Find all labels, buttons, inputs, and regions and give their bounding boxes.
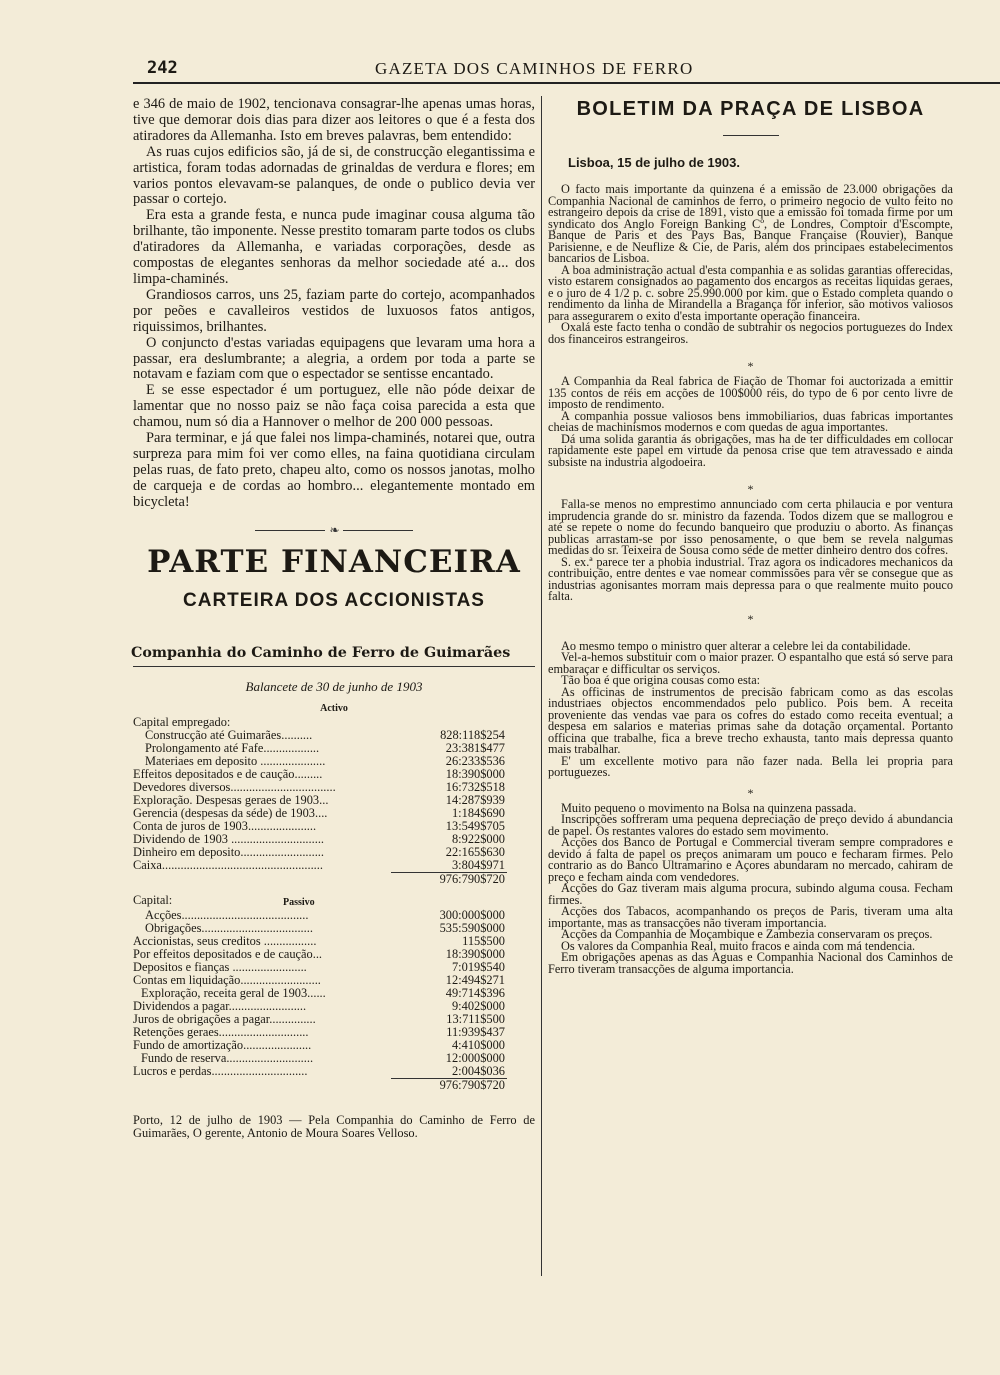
balance-row xyxy=(133,859,535,872)
row-label: Obrigações.................................... xyxy=(145,920,313,935)
activo-rows xyxy=(133,729,535,872)
row-label: Retenções geraes............................. xyxy=(133,1024,309,1039)
balance-row xyxy=(133,742,535,755)
balance-row xyxy=(133,820,535,833)
article-continuation xyxy=(133,97,535,511)
row-label: Dividendo de 1903 .............................. xyxy=(133,831,325,846)
balance-row xyxy=(133,909,535,922)
row-label: Effeitos depositados e de caução......... xyxy=(133,766,323,781)
column-divider xyxy=(541,96,542,1276)
balance-row xyxy=(133,807,535,820)
paragraph: As ruas cujos edificios são, já de si, de construcção elegantissima e artistica, foram todas adornadas de grinaldas de verdura e flores; em varios pontos elevavam-se palanques, de onde o publico devia ver passar o cortejo. xyxy=(133,143,535,208)
paragraph: A boa administração actual d'esta companhia e as solidas garantias offerecidas, visto estarem consignados ao pagamento dos encargos as receitas liquidas geraes, e o juro de 4 1/2 p. c. sobre 25.990.000 por kim. que o Estado completa quando o rendimento da linha de Mirandella a Bragança fôr inferior, são motivos valiosos para assegurarem o exito d'esta importante operação financeira. xyxy=(548,262,953,323)
signature: Porto, 12 de julho de 1903 — Pela Companhia do Caminho de Ferro de Guimarães, O gerente, Antonio de Moura Soares Velloso. xyxy=(133,1112,535,1140)
row-value: 8:922$000 xyxy=(451,831,505,846)
passivo-total-row xyxy=(133,1078,535,1092)
paragraph: Muito pequeno o movimento na Bolsa na quinzena passada. xyxy=(561,800,857,815)
paragraph: Para terminar, e já que falei nos limpa-chaminés, notarei que, outra surpreza para mim foi ver como elles, na faina quotidiana circulam pelas ruas, de fato preto, chapeu alto, como os nossos janotas, molho de carqueja e de cordas ao hombro... elegantemente montado em bicycleta! xyxy=(133,430,535,510)
balance-row xyxy=(133,1052,535,1065)
paragraph: S. ex.ª parece ter a phobia industrial. Traz agora os indicadores mechanicos da contribuição, entre dentes e vae nomear commissões para vêr se consegue que as industrias agonisantes morram mais depressa para o que realmente muito pouco falta. xyxy=(548,554,953,603)
row-label: Dinheiro em deposito........................... xyxy=(133,844,325,859)
separator-star: * xyxy=(747,359,754,373)
balance-row xyxy=(133,755,535,768)
separator-star: * xyxy=(747,785,754,800)
section-title: PARTE FINANCEIRA xyxy=(147,543,521,580)
balance-row xyxy=(133,1065,535,1078)
row-value: 115$500 xyxy=(462,933,505,948)
row-value: 49:714$396 xyxy=(445,985,505,1000)
paragraph: A companhia possue valiosos bens immobiliarios, duas fabricas importantes cheias de machinismos modernos e com quedas de agua importantes. xyxy=(548,408,953,434)
paragraph: E se esse espectador é um portuguez, elle não póde deixar de lamentar que no nosso paiz se não faça coisa parecida a esta que chamou, num só dia a Hannover o melhor de 200 000 pessoas. xyxy=(133,382,535,431)
balance-row xyxy=(133,1026,535,1039)
row-value: 14:287$939 xyxy=(445,792,505,807)
row-value: 535:590$000 xyxy=(439,920,505,935)
balance-table xyxy=(133,716,535,1092)
separator-star: * xyxy=(747,611,754,626)
paragraph: Inscripções soffreram uma pequena depreciação de preço devido á abundancia de papel. Os restantes valores do estado sem movimento. xyxy=(548,812,953,838)
row-label: Dividendos a pagar......................... xyxy=(133,998,307,1013)
activo-total: 976:790$720 xyxy=(439,871,505,886)
passivo-header xyxy=(133,894,535,909)
title-rule xyxy=(133,666,535,667)
balance-row xyxy=(133,794,535,807)
separator-star: * xyxy=(747,482,754,496)
title-rule xyxy=(723,135,779,136)
company-title: Companhia do Caminho de Ferro de Guimarães xyxy=(131,644,511,661)
news-block-4 xyxy=(548,638,953,779)
passivo-rows xyxy=(133,909,535,1078)
balance-row xyxy=(133,833,535,846)
activo-total-row xyxy=(133,872,535,886)
row-value: 828:118$254 xyxy=(440,727,505,742)
row-label: Fundo de amortização...................... xyxy=(133,1037,312,1052)
row-value: 300:000$000 xyxy=(439,907,505,922)
passivo-total: 976:790$720 xyxy=(439,1077,505,1092)
row-value: 9:402$000 xyxy=(451,998,505,1013)
row-value: 26:233$536 xyxy=(445,753,505,768)
row-value: 2:004$036 xyxy=(451,1063,505,1078)
paragraph: Em obrigações apenas as das Aguas e Companhia Nacional dos Caminhos de Ferro tiveram transacções de alguma importancia. xyxy=(548,950,953,976)
row-label: Materiaes em deposito ..................... xyxy=(145,753,326,768)
page-number: 242 xyxy=(147,58,178,78)
news-block-2 xyxy=(548,376,953,468)
row-value: 18:390$000 xyxy=(445,766,505,781)
row-value: 13:711$500 xyxy=(446,1011,505,1026)
paragraph: Era esta a grande festa, e nunca pude imaginar cousa alguma tão brilhante, tão imponente. Nesse prestito tomaram parte todos os clubs d'atiradores da Allemanha, e variadas corporações, desde as compostas de elegantes senhoras da melhor sociedade até a... dos limpa-chaminés. xyxy=(133,207,535,287)
paragraph: Falla-se menos no emprestimo annunciado com certa philaucia e por ventura imprudencia grande do sr. ministro da fazenda. Todos dizem que se mallogrou e até se repete o nome do fecundo banqueiro que produziu o aborto. As finanças publicas arrastam-se por isso penosamente, o que bem se revela nalgumas medidas do sr. Teixeira de Sousa como séde de metter dinheiro dentro dos cofres. xyxy=(548,497,953,557)
news-block-5 xyxy=(548,800,953,976)
row-value: 16:732$518 xyxy=(445,779,505,794)
section-subtitle: CARTEIRA DOS ACCIONISTAS xyxy=(183,589,485,611)
row-label: Devedores diversos.................................. xyxy=(133,779,336,794)
paragraph: Vel-a-hemos substituir com o maior prazer. O espantalho que está só serve para embaraçar e difficultar os serviços. xyxy=(548,650,953,676)
balance-row xyxy=(133,935,535,948)
balance-row xyxy=(133,729,535,742)
balance-row xyxy=(133,961,535,974)
balance-title: Balancete de 30 de junho de 1903 xyxy=(245,678,423,694)
balance-row xyxy=(133,768,535,781)
balance-row xyxy=(133,846,535,859)
paragraph: O conjuncto d'estas variadas equipagens que levaram uma hora a passar, era deslumbrante; a alegria, a ordem por toda a parte se notavam e faziam com que o espectador se sentisse encantado. xyxy=(133,334,535,383)
paragraph: Acções da Companhia de Moçambique e Zambezia conservaram os preços. xyxy=(561,927,933,941)
row-label: Caixa.................................................... xyxy=(133,857,323,872)
passivo-section-label: Capital: xyxy=(133,892,173,907)
running-title: GAZETA DOS CAMINHOS DE FERRO xyxy=(375,59,694,78)
row-label: Lucros e perdas............................... xyxy=(133,1063,308,1078)
row-label: Fundo de reserva............................ xyxy=(141,1050,314,1065)
paragraph: Acções dos Banco de Portugal e Commercial tiveram sempre compradores e devido á falta de papel os preços animaram um pouco e fecharam firmes. Pelo contrario as do Banco Ultramarino e Açores abundaram no mercado, cahiram de preço e fecham ainda com vendedores. xyxy=(548,835,953,884)
paragraph: As officinas de instrumentos de precisão fabricam como as das escolas industriaes objectos encommendados pelo publico. Pois bem. A receita proveniente das vendas vae para os cofres do estado como receita eventual; a despesa em salarios e materias primas sahe da dotação orçamental. Portanto officina que trabalhe, fica a breve trecho exhausta, tanto mais depressa quanto mais trabalhar. xyxy=(548,684,953,756)
activo-label: Activo xyxy=(320,702,348,714)
paragraph: A Companhia da Real fabrica de Fiação de Thomar foi auctorizada a emittir 135 contos de réis em acções de 100$000 réis, do typo de 6 por cento livre de imposto de rendimento. xyxy=(548,374,953,411)
paragraph: Os valores da Companhia Real, muito fracos e ainda com má tendencia. xyxy=(561,938,916,953)
page-header xyxy=(133,58,1000,84)
row-label: Contas em liquidação.......................... xyxy=(133,972,321,987)
row-label: Por effeitos depositados e de caução... xyxy=(133,946,323,961)
row-value: 23:381$477 xyxy=(445,740,505,755)
row-label: Exploração. Despesas geraes de 1903... xyxy=(133,792,329,807)
right-column xyxy=(548,97,953,975)
paragraph: Acções do Gaz tiveram mais alguma procura, subindo alguma cousa. Fecham firmes. xyxy=(548,881,953,907)
row-label: Juros de obrigações a pagar............... xyxy=(133,1011,316,1026)
row-label: Depositos e fianças ........................ xyxy=(133,959,307,974)
paragraph: Oxalá este facto tenha o condão de subtrahir os negocios portuguezes do Index dos financeiros estrangeiros. xyxy=(548,320,953,346)
balance-row xyxy=(133,987,535,1000)
paragraph: e 346 de maio de 1902, tencionava consagrar-lhe apenas umas horas, tive que demorar dois dias para dizer aos leitores o que é a festa dos atiradores da Allemanha. Isto em breves palavras, bem entendido: xyxy=(133,96,535,144)
balance-row xyxy=(133,1000,535,1013)
bulletin-title: BOLETIM DA PRAÇA DE LISBOA xyxy=(576,98,925,120)
paragraph: Dá uma solida garantia ás obrigações, mas ha de ter difficuldades em collocar rapidamente este papel em virtude da penosa crise que tem atravessado e ainda subsiste na industria algodoeira. xyxy=(548,431,953,469)
paragraph: E' um excellente motivo para não fazer nada. Bella lei propria para portuguezes. xyxy=(548,753,953,779)
paragraph: O facto mais importante da quinzena é a emissão de 23.000 obrigações da Companhia Nacional de caminhos de ferro, o primeiro negocio de vulto feito no estrangeiro depois da crise de 1891, visto que a emissão foi tomada firme por um syndicato dos Anglo Foreign Banking Cº, de Londres, Comptoir d'Escompte, Banque de Paris et des Pays Bas, Banque Française (Rouvier), Banque Parisienne, e de Neuflize & Cie, de Paris, além dos principaes estabelecimentos bancarios de Lisboa. xyxy=(548,182,953,265)
row-label: Acções......................................... xyxy=(145,907,309,922)
balance-row xyxy=(133,1039,535,1052)
balance-row xyxy=(133,1013,535,1026)
paragraph: Tão boa é que origina cousas como esta: xyxy=(561,673,761,687)
row-value: 3:804$971 xyxy=(451,857,505,872)
row-value: 11:939$437 xyxy=(446,1024,505,1039)
row-label: Prolongamento até Fafe.................. xyxy=(145,740,320,755)
balance-row xyxy=(133,948,535,961)
row-value: 1:184$690 xyxy=(451,805,505,820)
header-rule xyxy=(133,82,1000,84)
row-label: Conta de juros de 1903...................... xyxy=(133,818,317,833)
row-value: 22:165$630 xyxy=(445,844,505,859)
row-value: 13:549$705 xyxy=(445,818,505,833)
news-block-3 xyxy=(548,499,953,603)
bulletin-date: Lisboa, 15 de julho de 1903. xyxy=(568,155,740,170)
balance-row xyxy=(133,781,535,794)
row-value: 18:390$000 xyxy=(445,946,505,961)
row-label: Gerencia (despesas da séde) de 1903.... xyxy=(133,805,328,820)
row-label: Accionistas, seus creditos ................. xyxy=(133,933,317,948)
row-value: 12:494$271 xyxy=(445,972,505,987)
row-value: 7:019$540 xyxy=(451,959,505,974)
news-block-1 xyxy=(548,184,953,345)
row-label: Exploração, receita geral de 1903...... xyxy=(141,985,326,1000)
balance-row xyxy=(133,922,535,935)
left-column xyxy=(133,97,535,1152)
row-value: 4:410$000 xyxy=(451,1037,505,1052)
row-label: Construcção até Guimarães.......... xyxy=(145,727,313,742)
paragraph: Grandiosos carros, uns 25, faziam parte do cortejo, acompanhados por peões e cavalleiros vestidos de luxuosos fatos antigos, riquissimos, brilhantes. xyxy=(133,286,535,335)
passivo-label: Passivo xyxy=(283,896,315,908)
ornament-divider: ❧ xyxy=(133,523,535,538)
balance-row xyxy=(133,974,535,987)
activo-section-label: Capital empregado: xyxy=(133,714,231,729)
row-value: 12:000$000 xyxy=(445,1050,505,1065)
paragraph: Ao mesmo tempo o ministro quer alterar a celebre lei da contabilidade. xyxy=(561,638,911,653)
paragraph: Acções dos Tabacos, acompanhando os preços de Paris, tiveram uma alta importante, mas as transacções não tiveram importancia. xyxy=(548,904,953,930)
